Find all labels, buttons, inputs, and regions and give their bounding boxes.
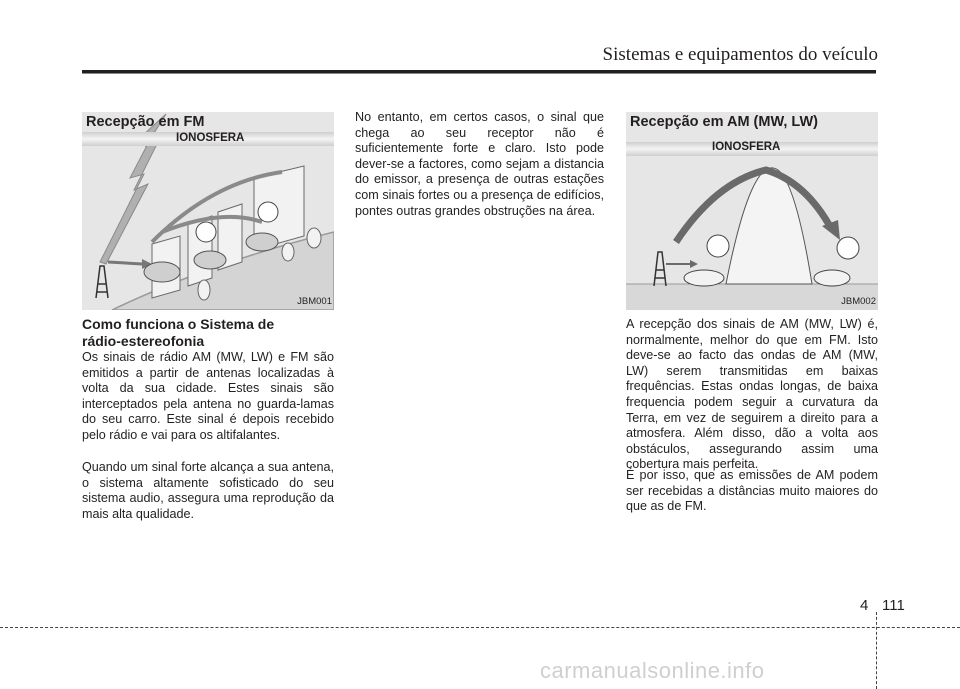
footer-rule bbox=[0, 627, 960, 628]
fm-ionosphere-label: IONOSFERA bbox=[176, 132, 245, 144]
am-figure-title: Recepção em AM (MW, LW) bbox=[630, 114, 818, 130]
fm-car-3 bbox=[246, 233, 278, 251]
am-ionosphere-label: IONOSFERA bbox=[712, 141, 781, 153]
fm-car-2 bbox=[194, 251, 226, 269]
am-car-1 bbox=[684, 270, 724, 286]
fm-tower bbox=[96, 266, 108, 298]
page-number: 111 bbox=[882, 597, 905, 614]
right-paragraph-2: É por isso, que as emissões de AM podem ser recebidas a distâncias muito maiores do que as de FM. bbox=[626, 468, 878, 514]
watermark: carmanualsonline.info bbox=[540, 658, 765, 683]
fm-figure-title: Recepção em FM bbox=[86, 114, 205, 130]
am-figure-code: JBM002 bbox=[841, 296, 876, 307]
footer-divider bbox=[876, 612, 877, 689]
am-tower bbox=[654, 252, 666, 286]
middle-paragraph-1: No entanto, em certos casos, o sinal que chega ao seu receptor não é suficientemente forte e claro. Isto pode dever-se a factores, como sejam a distancia do emissor, a presença de outras estações com sinais fortes ou a presença de edifícios, pontes outras grandes obstruções na área. bbox=[355, 110, 604, 218]
am-bubble-2 bbox=[837, 237, 859, 259]
fm-car-1 bbox=[144, 262, 180, 282]
fm-tree-3 bbox=[282, 243, 294, 261]
fm-arrow-1 bbox=[108, 262, 142, 264]
right-paragraph-1: A recepção dos sinais de AM (MW, LW) é, normalmente, melhor do que em FM. Isto deve-se ao facto das ondas de AM (MW, LW) serem transmitidas em baixas frequências. Estas ondas longas, de baixa frequencia podem seguir a curvatura da Terra, em vez de seguirem a direito para a atmosfera. Além disso, dão a volta aos obstáculos, assegurando assim uma cobertura mais perfeita. bbox=[626, 317, 878, 472]
left-paragraph-2: Quando um sinal forte alcança a sua antena, o sistema altamente sofisticado do seu sistema audio, assegura uma reprodução da mais alta qualidade. bbox=[82, 460, 334, 521]
am-car-2 bbox=[814, 270, 850, 286]
am-reception-figure bbox=[626, 112, 878, 310]
fm-tree-1 bbox=[198, 280, 210, 300]
fm-noise-bubble bbox=[196, 222, 216, 242]
fm-figure-code: JBM001 bbox=[297, 296, 332, 307]
am-bubble-1 bbox=[707, 235, 729, 257]
fm-reception-figure bbox=[82, 112, 334, 310]
fm-tree-2 bbox=[307, 228, 321, 248]
fm-clear-bubble bbox=[258, 202, 278, 222]
left-paragraph-1: Os sinais de rádio AM (MW, LW) e FM são emitidos a partir de antenas localizadas à volta da sua cidade. Estes sinais são interceptados pela antena no guarda-lamas do seu carro. Este sinal é depois recebido pelo rádio e vai para os altifalantes. bbox=[82, 350, 334, 442]
section-heading: Como funciona o Sistema de rádio-estereofonia bbox=[82, 316, 275, 349]
header-rule-thin bbox=[82, 73, 876, 74]
chapter-number: 4 bbox=[860, 597, 869, 614]
page-header-title: Sistemas e equipamentos do veículo bbox=[602, 44, 878, 65]
